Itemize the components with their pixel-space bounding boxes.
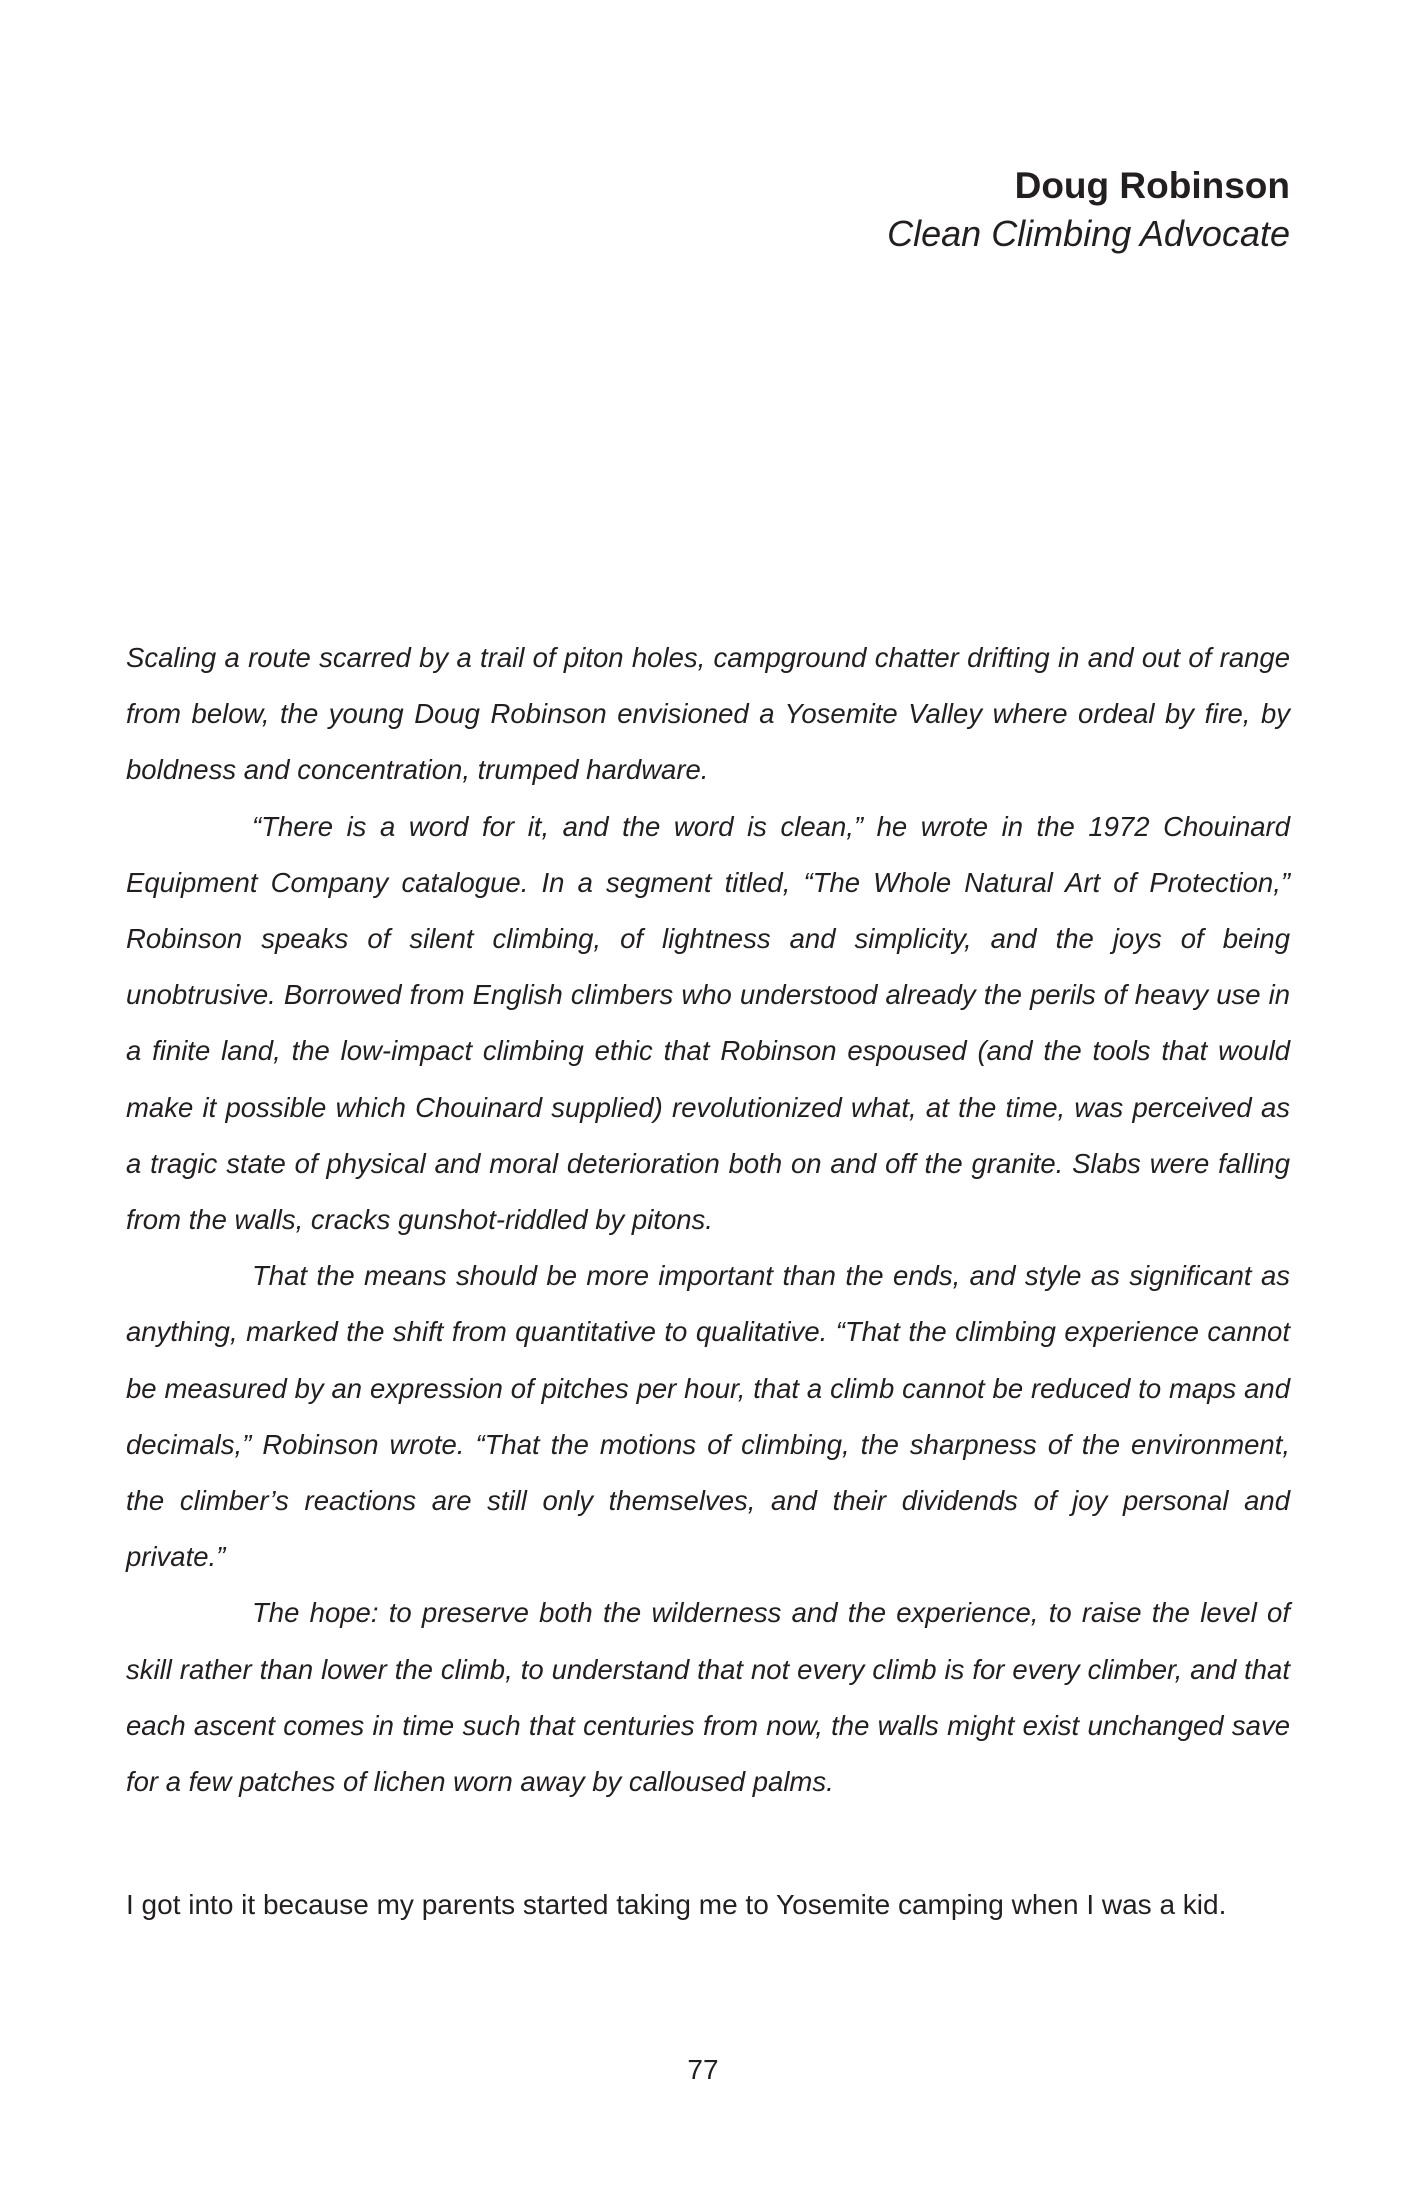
paragraph: That the means should be more important than the ends, and style as significant as anything, marked the shift from quantitative to qualitative. “That the climbing experience cannot be measured by an expression of pitches per hour, that a climb cannot be reduced to maps and decimals,” Robinson wrote. “That the motions of climbing, the sharpness of the environment, the climber’s reactions are still only themselves, and their dividends of joy personal and private.” — [126, 1260, 1290, 1573]
chapter-title: Doug Robinson — [1014, 165, 1290, 206]
paragraph: The hope: to preserve both the wilderness and the experience, to raise the level of skill rather than lower the climb, to understand that not every climb is for every climber, and that each ascent comes in time such that centuries from now, the walls might exist unchanged save for a few patches of lichen worn away by calloused palms. — [126, 1597, 1290, 1798]
paragraph: “There is a word for it, and the word is clean,” he wrote in the 1972 Chouinard Equipment Company catalogue. In a segment titled, “The Whole Natural Art of Protection,” Robinson speaks of silent climbing, of lightness and simplicity, and the joys of being unobtrusive. Borrowed from English climbers who understood already the perils of heavy use in a finite land, the low-impact climbing ethic that Robinson espoused (and the tools that would make it possible which Chouinard supplied) revolutionized what, at the time, was perceived as a tragic state of physical and moral deterioration both on and off the granite. Slabs were falling from the walls, cracks gunshot-riddled by pitons. — [126, 810, 1290, 1236]
page-number: 77 — [687, 2054, 719, 2085]
paragraph: Scaling a route scarred by a trail of piton holes, campground chatter drifting in and out of range from below, the young Doug Robinson envisioned a Yosemite Valley where ordeal by fire, by boldness and concentration, trumped hardware. — [126, 642, 1290, 786]
interview-opening-line: I got into it because my parents started taking me to Yosemite camping when I was a kid. — [126, 1889, 1227, 1920]
chapter-header — [887, 162, 1290, 258]
chapter-subtitle: Clean Climbing Advocate — [887, 213, 1290, 254]
intro-text — [126, 630, 1290, 1810]
